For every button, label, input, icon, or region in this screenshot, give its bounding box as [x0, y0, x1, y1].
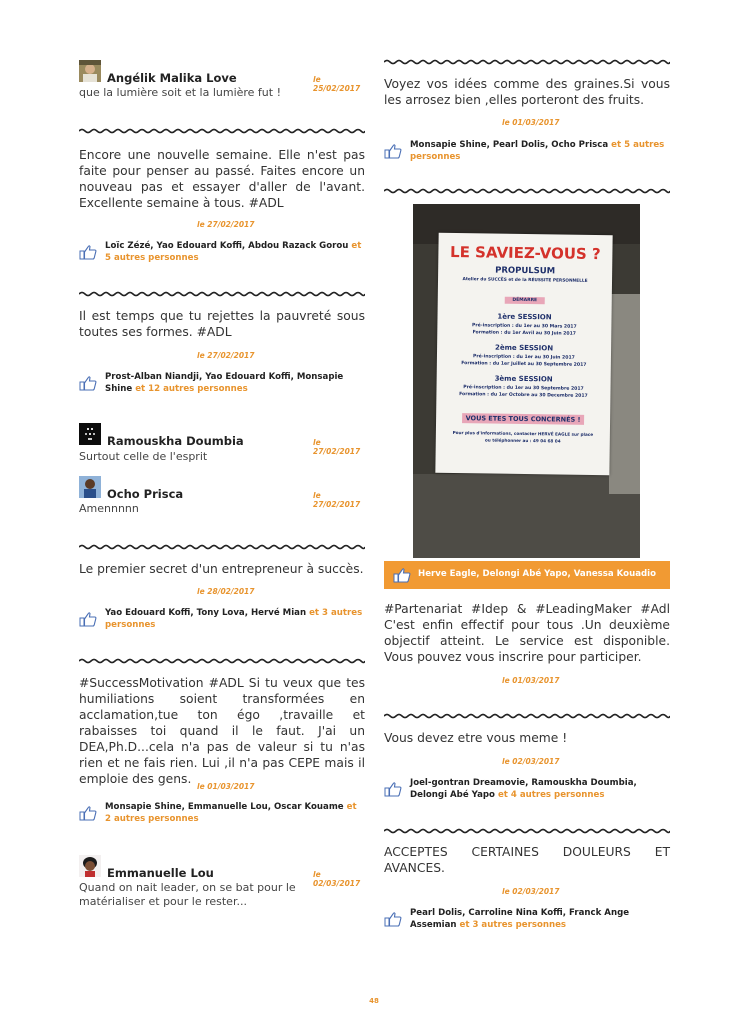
comment-date: le 02/03/2017 — [313, 870, 361, 888]
poster-subtitle: PROPULSUM — [495, 265, 556, 277]
comment-author[interactable]: Ramouskha Doumbia — [107, 434, 244, 448]
poster-session-3-preinscription: Pré-inscription : du 1er au 30 Septembre 2017 — [463, 385, 584, 392]
poster-session-1-preinscription: Pré-inscription : du 1er au 30 Mars 2017 — [472, 323, 577, 330]
poster-tag: DÉMARRE — [504, 297, 545, 305]
post-text: #Partenariat #Idep & #LeadingMaker #Adl C'est enfin effectif pour tous .Un deuxième objectif atteint. Le service est disponible. Vous pouvez vous inscrire pour participer. — [384, 602, 670, 664]
poster-session-3-formation: Formation : du 1er Octobre au 30 Decembre 2017 — [459, 392, 588, 399]
likes-more[interactable]: et 2 autres personnes — [105, 802, 357, 824]
post-date: le 28/02/2017 — [197, 587, 255, 596]
avatar — [79, 423, 101, 445]
thumbs-up-icon — [79, 244, 97, 260]
likes-more[interactable]: et 4 autres personnes — [497, 790, 605, 800]
likes-row[interactable] — [384, 139, 670, 163]
comment-author[interactable]: Emmanuelle Lou — [107, 866, 214, 880]
likes-more[interactable]: et 3 autres personnes — [105, 608, 363, 630]
poster-footer-1: Pour plus d'informations, contacter HERVÉ EAGLE sur place — [452, 430, 594, 437]
post-date: le 27/02/2017 — [197, 220, 255, 229]
photo-wall — [609, 294, 640, 494]
comment-text: Surtout celle de l'esprit — [79, 450, 208, 463]
post-text: #SuccessMotivation #ADL Si tu veux que tes humiliations soient transformées en acclamation,tue ton égo ,travaille et rabaisses toi quand il le faut. J'ai un DEA,Ph.D...cela n'a pas de valeur si tu n'as rien et ne fais rien. Lui ,il n'a pas CEPE mais il emploie des gens. — [79, 676, 365, 786]
avatar — [79, 476, 101, 498]
likes-more[interactable]: et 5 autres personnes — [410, 140, 665, 162]
poster — [435, 233, 612, 475]
thumbs-up-icon — [79, 611, 97, 627]
post-text: Il est temps que tu rejettes la pauvreté sous toutes ses formes. #ADL — [79, 309, 365, 339]
avatar-photo-icon — [79, 423, 101, 445]
poster-session-2: 2ème SESSION — [494, 343, 554, 353]
likes-more[interactable]: et 5 autres personnes — [105, 241, 362, 263]
wave-divider — [384, 712, 670, 720]
wave-divider — [79, 290, 365, 298]
comment-text: Quand on nait leader, on se bat pour le matérialiser et pour le rester... — [79, 881, 296, 908]
likes-more[interactable]: et 3 autres personnes — [459, 920, 567, 930]
avatar-photo-icon — [79, 60, 101, 82]
likes-row[interactable] — [79, 240, 365, 264]
poster-title: LE SAVIEZ-VOUS ? — [449, 242, 601, 264]
likes-names: Monsapie Shine, Pearl Dolis, Ocho Prisca — [410, 140, 609, 150]
comment-author[interactable]: Angélik Malika Love — [107, 71, 237, 85]
poster-session-3: 3ème SESSION — [494, 374, 553, 384]
comment-author[interactable]: Ocho Prisca — [107, 487, 184, 501]
photo-likes-bar[interactable] — [384, 561, 670, 589]
thumbs-up-icon — [384, 911, 402, 927]
likes-names: Prost-Alban Niandji, Yao Edouard Koffi, Monsapie Shine — [105, 372, 344, 394]
likes-names: Joel-gontran Dreamovie, Ramouskha Doumbia, Delongi Abé Yapo — [410, 778, 637, 800]
post-date: le 01/03/2017 — [502, 118, 560, 127]
likes-names: Yao Edouard Koffi, Tony Lova, Hervé Mian — [105, 608, 307, 618]
poster-photo[interactable] — [413, 204, 640, 558]
comment-date: le 25/02/2017 — [313, 75, 361, 93]
post-date: le 01/03/2017 — [502, 676, 560, 685]
wave-divider — [79, 127, 365, 135]
poster-session-2-formation: Formation : du 1er Juillet au 30 Septembre 2017 — [461, 361, 587, 368]
likes-names: Monsapie Shine, Emmanuelle Lou, Oscar Kouame — [105, 802, 344, 812]
post-date: le 27/02/2017 — [197, 351, 255, 360]
post-date: le 02/03/2017 — [502, 887, 560, 896]
likes-row[interactable] — [384, 907, 670, 931]
poster-session-2-preinscription: Pré-inscription : du 1er au 30 Juin 2017 — [472, 354, 575, 361]
avatar-photo-icon — [79, 855, 101, 877]
poster-subtitle-2: Atelier du SUCCÈS et de la RÉUSSITE PERSONNELLE — [462, 277, 588, 284]
post-date: le 01/03/2017 — [197, 782, 255, 791]
avatar — [79, 60, 101, 82]
wave-divider — [384, 187, 670, 195]
post-date: le 02/03/2017 — [502, 757, 560, 766]
thumbs-up-icon — [79, 375, 97, 391]
likes-names: Pearl Dolis, Carroline Nina Koffi, Franck Ange Assemian — [410, 908, 630, 930]
avatar-photo-icon — [79, 476, 101, 498]
comment-date: le 27/02/2017 — [313, 438, 361, 456]
post-text: Voyez vos idées comme des graines.Si vous les arrosez bien ,elles porteront des fruits. — [384, 77, 670, 107]
thumbs-up-icon — [79, 805, 97, 821]
post-text: Le premier secret d'un entrepreneur à succès. — [79, 562, 364, 576]
post-text: Encore une nouvelle semaine. Elle n'est pas faite pour penser au passé. Faites encore un nouveau pas et essayer d'aller de l'avant. Excellente semaine à tous. #ADL — [79, 148, 365, 210]
comment-date: le 27/02/2017 — [313, 491, 361, 509]
comment-text: que la lumière soit et la lumière fut ! — [79, 86, 281, 99]
page-number: 48 — [369, 997, 379, 1005]
likes-row[interactable] — [79, 801, 365, 825]
poster-banner: VOUS ETES TOUS CONCERNÉS ! — [462, 413, 585, 425]
poster-footer-2: ou téléphonner au : 49 04 68 04 — [484, 437, 561, 444]
avatar — [79, 855, 101, 877]
post-text: Vous devez etre vous meme ! — [384, 731, 568, 745]
wave-divider — [384, 827, 670, 835]
likes-row[interactable] — [79, 607, 365, 631]
wave-divider — [384, 58, 670, 66]
likes-more[interactable]: et 12 autres personnes — [135, 384, 248, 394]
photo-likes-names: Herve Eagle, Delongi Abé Yapo, Vanessa Kouadio — [418, 569, 656, 579]
wave-divider — [79, 543, 365, 551]
thumbs-up-icon — [393, 567, 411, 583]
thumbs-up-icon — [384, 781, 402, 797]
wave-divider — [79, 657, 365, 665]
thumbs-up-icon — [384, 143, 402, 159]
post-text: ACCEPTES CERTAINES DOULEURS ET AVANCES. — [384, 845, 670, 875]
photo-floor — [413, 474, 640, 558]
poster-session-1: 1ère SESSION — [497, 312, 552, 322]
likes-row[interactable] — [79, 371, 365, 395]
comment-text: Amennnnn — [79, 502, 139, 515]
likes-row[interactable] — [384, 777, 670, 801]
poster-session-1-formation: Formation : du 1er Avril au 30 Juin 2017 — [472, 330, 577, 337]
likes-names: Loïc Zézé, Yao Edouard Koffi, Abdou Razack Gorou — [105, 241, 349, 251]
